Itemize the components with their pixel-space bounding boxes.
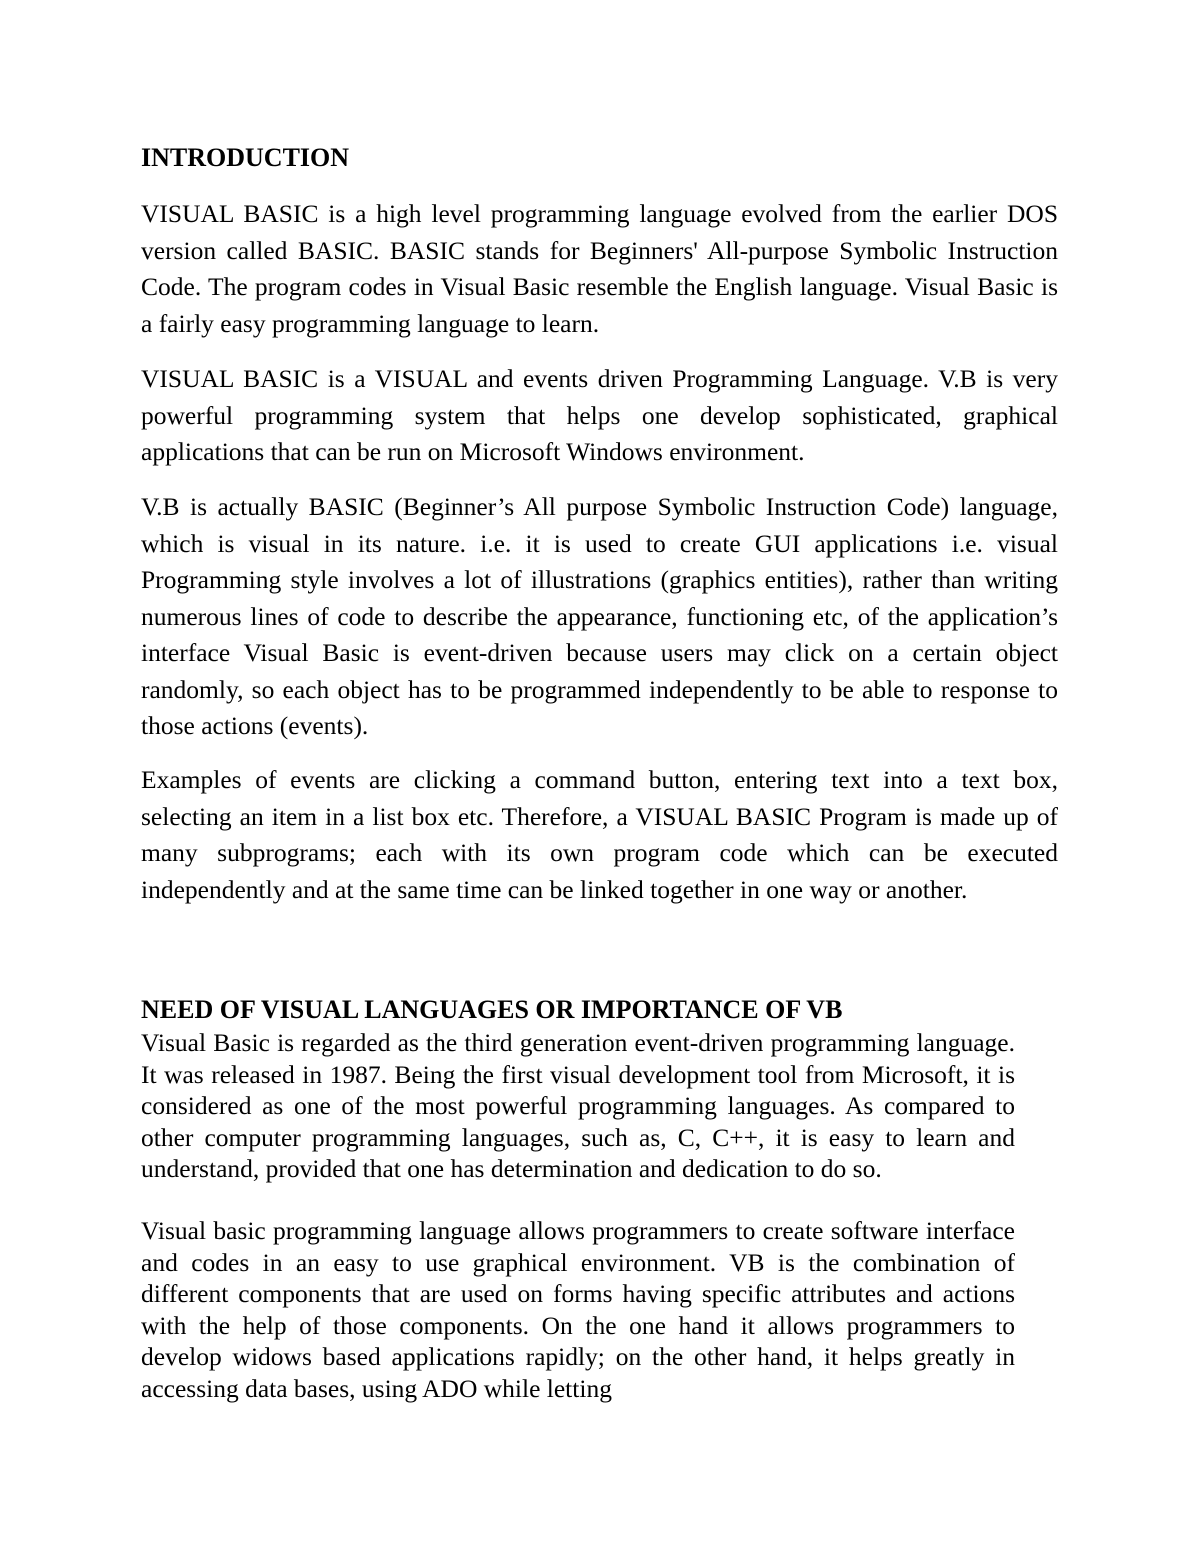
intro-paragraph-1-text: VISUAL BASIC is a high level programming language evolved from the earlier DOS version called BASIC. BASIC stands for Beginners' All-purpose Symbolic Instruction Code. The program codes in Visual Basic resemble the English language. Visual Basic is a fairly easy programming language to learn. (141, 199, 1058, 338)
intro-paragraph-1 (141, 196, 1058, 342)
intro-paragraph-2-text: VISUAL BASIC is a VISUAL and events driven Programming Language. V.B is very powerful programming system that helps one develop sophisticated, graphical applications that can be run on Microsoft Windows environment. (141, 364, 1058, 466)
importance-paragraph-2 (141, 1215, 1015, 1405)
introduction-heading: INTRODUCTION (141, 143, 350, 172)
intro-paragraph-2 (141, 361, 1058, 471)
importance-heading: NEED OF VISUAL LANGUAGES OR IMPORTANCE OF VB (141, 995, 843, 1024)
intro-paragraph-4 (141, 762, 1058, 908)
intro-paragraph-4-text: Examples of events are clicking a command button, entering text into a text box, selecting an item in a list box etc. Therefore, a VISUAL BASIC Program is made up of many subprograms; each with its own program code which can be executed independently and at the same time can be linked together in one way or another. (141, 765, 1058, 904)
importance-paragraph-2-text: Visual basic programming language allows programmers to create software interface and codes in an easy to use graphical environment. VB is the combination of different components that are used on forms having specific attributes and actions with the help of those components. On the one hand it allows programmers to develop widows based applications rapidly; on the other hand, it helps greatly in accessing data bases, using ADO while letting (141, 1216, 1015, 1403)
importance-paragraph-1 (141, 1027, 1015, 1185)
intro-paragraph-3-text: V.B is actually BASIC (Beginner’s All purpose Symbolic Instruction Code) language, which is visual in its nature. i.e. it is used to create GUI applications i.e. visual Programming style involves a lot of illustrations (graphics entities), rather than writing numerous lines of code to describe the appearance, functioning etc, of the application’s interface Visual Basic is event-driven because users may click on a certain object randomly, so each object has to be programmed independently to be able to response to those actions (events). (141, 492, 1058, 740)
intro-paragraph-3 (141, 489, 1058, 745)
importance-paragraph-1-text: Visual Basic is regarded as the third generation event-driven programming language. It was released in 1987. Being the first visual development tool from Microsoft, it is considered as one of the most powerful programming languages. As compared to other computer programming languages, such as, C, C++, it is easy to learn and understand, provided that one has determination and dedication to do so. (141, 1028, 1015, 1184)
